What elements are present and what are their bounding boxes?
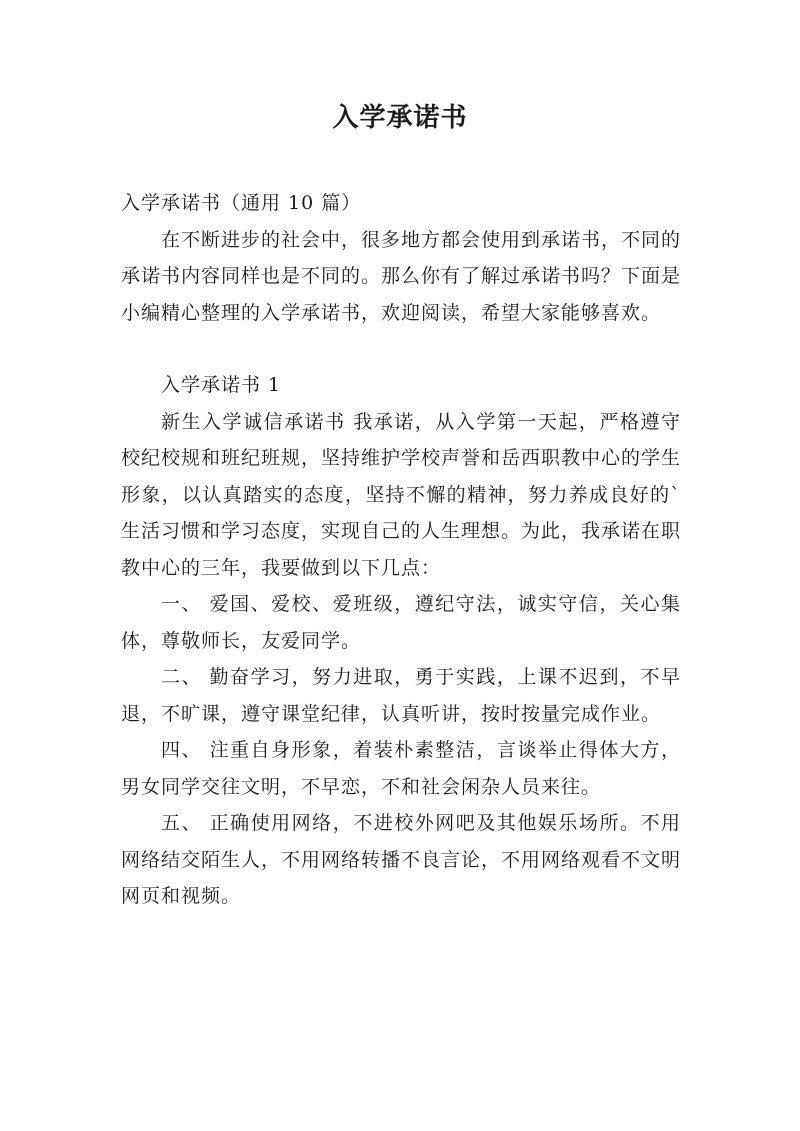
document-body (121, 185, 681, 915)
promise-item: 二、 勤奋学习，努力进取，勇于实践，上课不迟到，不早退，不旷课，遵守课堂纪律，认真听讲，按时按量完成作业。 (121, 666, 681, 725)
intro-paragraph: 在不断进步的社会中，很多地方都会使用到承诺书，不同的承诺书内容同样也是不同的。那么你有了解过承诺书吗？下面是小编精心整理的入学承诺书，欢迎阅读，希望大家能够喜欢。 (121, 228, 682, 324)
promise-item: 一、 爱国、爱校、爱班级，遵纪守法，诚实守信，关心集体，尊敬师长，友爱同学。 (121, 593, 681, 652)
promise-item: 四、 注重自身形象，着装朴素整洁，言谈举止得体大方，男女同学交往文明，不早恋，不和社会闲杂人员来往。 (121, 739, 681, 798)
document-title: 入学承诺书 (332, 103, 468, 133)
promise-item: 五、 正确使用网络，不进校外网吧及其他娱乐场所。不用网络结交陌生人，不用网络转播不良言论，不用网络观看不文明网页和视频。 (121, 812, 682, 907)
section-heading: 入学承诺书 1 (161, 374, 282, 396)
document-subtitle: 入学承诺书（通用 10 篇） (121, 192, 362, 214)
body-paragraph: 新生入学诚信承诺书 我承诺，从入学第一天起，严格遵守校纪校规和班纪班规，坚持维护学校声誉和岳西职教中心的学生形象，以认真踏实的态度，坚持不懈的精神，努力养成良好的`生活习惯和学习态度，实现自己的人生理想。为此，我承诺在职教中心的三年，我要做到以下几点： (121, 410, 682, 579)
paragraph-spacer (121, 331, 681, 367)
